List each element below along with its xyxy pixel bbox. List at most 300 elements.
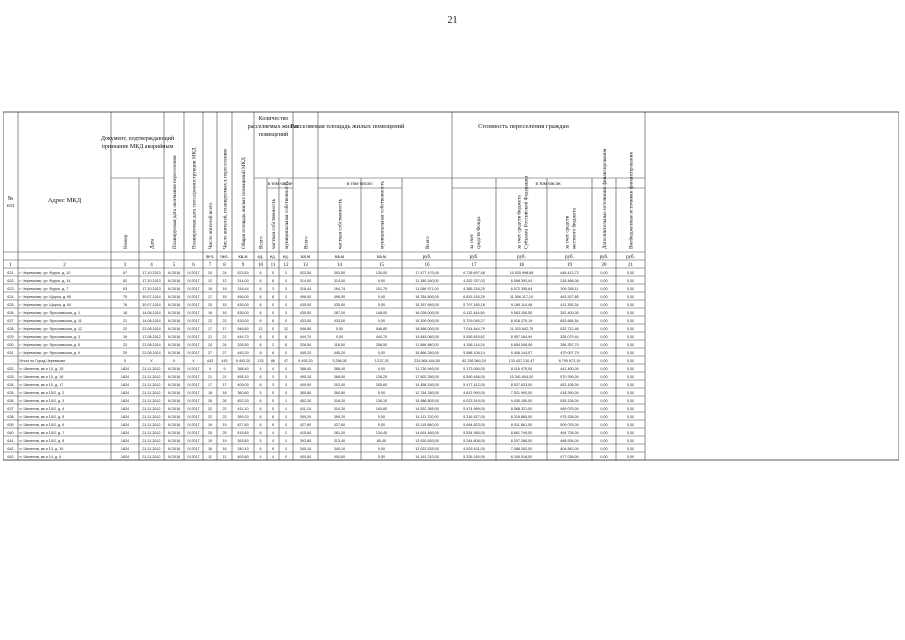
- table-cell: IV.2017: [187, 366, 200, 371]
- table-cell: 435,00: [299, 310, 312, 315]
- table-cell: 0,00: [600, 310, 608, 315]
- table-cell: 17: [222, 382, 227, 387]
- table-cell: 6 112 444,50: [463, 310, 485, 315]
- table-cell: IV.2017: [187, 446, 200, 451]
- table-cell: 5 729 045,27: [463, 318, 485, 323]
- table-cell: 5: [271, 310, 275, 315]
- table-cell: 0,00: [626, 398, 635, 403]
- table-cell: 0,00: [600, 318, 608, 323]
- table-cell: 17 477 470,00: [415, 270, 439, 275]
- table-cell: 399,20: [333, 414, 346, 419]
- header-area-total-2: Всего: [303, 236, 310, 249]
- table-cell: Х: [192, 358, 195, 363]
- table-cell: 0,00: [377, 350, 386, 355]
- table-cell: 0,00: [600, 286, 608, 291]
- table-cell: 6: [259, 430, 262, 435]
- unit-label: руб.: [422, 255, 432, 260]
- table-cell: 0,00: [626, 414, 635, 419]
- table-cell: 624: [7, 294, 14, 299]
- table-cell: 443: [221, 358, 228, 363]
- table-cell: IV.2017: [187, 270, 200, 275]
- column-number: 20: [601, 263, 607, 268]
- table-cell: 468 934,00: [560, 438, 579, 443]
- address-cell: п. Шелехов, кв-л 10/2, д. 7: [19, 430, 65, 435]
- table-cell: 30.07.2014: [142, 294, 161, 299]
- table-cell: 5: [271, 398, 275, 403]
- table-cell: 570 290,00: [560, 374, 579, 379]
- table-cell: 318 488,06: [560, 278, 579, 283]
- table-cell: 6: [259, 406, 262, 411]
- unit-label: ед.: [257, 255, 264, 260]
- table-cell: 21: [122, 318, 128, 323]
- table-cell: 360,80: [237, 390, 249, 395]
- table-cell: 1: [284, 406, 288, 411]
- table-cell: 463 527,65: [560, 294, 579, 299]
- table-cell: IV.2017: [187, 350, 200, 355]
- table-cell: 0,00: [600, 382, 608, 387]
- table-cell: 628: [7, 326, 14, 331]
- address-cell: п. Шелехов, кв-л 10/2, д. 2: [19, 390, 65, 395]
- table-cell: 0,00: [600, 302, 608, 307]
- table-cell: 470 007,79: [560, 350, 579, 355]
- table-cell: 316,20: [333, 398, 346, 403]
- table-cell: 444,70: [237, 334, 249, 339]
- table-cell: 340,10: [299, 446, 312, 451]
- header-rooms-group: Количество: [258, 116, 289, 122]
- table-cell: 314,00: [333, 278, 346, 283]
- table-cell: 24: [207, 342, 213, 347]
- table-cell: 24: [222, 342, 227, 347]
- table-cell: 25: [222, 430, 227, 435]
- table-cell: 21.11.2012: [142, 390, 161, 395]
- table-cell: 0,00: [626, 406, 635, 411]
- table-cell: 496,00: [237, 294, 249, 299]
- table-cell: 523,50: [237, 270, 249, 275]
- table-cell: 0,00: [377, 414, 386, 419]
- table-cell: 14 161 210,00: [415, 454, 439, 459]
- table-cell: IV.2016: [167, 350, 181, 355]
- table-cell: 5 474 989,00: [463, 406, 485, 411]
- table-cell: 622: [7, 278, 14, 283]
- unit-label: руб.: [469, 255, 479, 260]
- header-cost-fund-2: средств Фонда: [475, 216, 482, 249]
- column-number: 11: [270, 263, 276, 268]
- table-cell: 0: [284, 278, 288, 283]
- table-cell: 0,00: [377, 302, 386, 307]
- table-cell: 5: [271, 390, 275, 395]
- table-cell: IV.2016: [167, 454, 181, 459]
- table-cell: 0: [284, 414, 288, 419]
- table-cell: 6 493,20: [235, 358, 251, 363]
- header-address: Адрес МКД: [47, 197, 82, 204]
- table-cell: 435,00: [299, 302, 312, 307]
- table-frame: [3, 112, 899, 460]
- column-number: 1: [9, 263, 12, 268]
- table-cell: 313,40: [333, 438, 346, 443]
- table-cell: 3: [271, 382, 275, 387]
- table-cell: 640: [7, 430, 14, 435]
- table-cell: 309 359,11: [560, 286, 579, 291]
- table-cell: 0: [271, 302, 275, 307]
- table-cell: 1: [284, 438, 288, 443]
- table-cell: 495,10: [237, 374, 249, 379]
- table-cell: 281,20: [333, 430, 346, 435]
- table-cell: 448 413,72: [560, 270, 579, 275]
- table-cell: 6 023 519,00: [463, 398, 485, 403]
- table-cell: 12 022 535,00: [415, 446, 439, 451]
- table-cell: 5 534 985,00: [463, 430, 485, 435]
- table-cell: 652 684,54: [560, 318, 579, 323]
- table-cell: IV.2016: [167, 366, 181, 371]
- table-cell: 21.11.2012: [142, 406, 161, 411]
- table-cell: IV.2017: [187, 278, 200, 283]
- table-cell: Х: [150, 358, 153, 363]
- table-cell: 4 356 114,24: [463, 342, 485, 347]
- table-cell: 0,00: [600, 438, 608, 443]
- table-cell: 433,00: [299, 318, 312, 323]
- table-cell: 393,80: [237, 438, 249, 443]
- address-cell: п. Шелехов, кв-л 10/2, д. 6: [19, 422, 65, 427]
- table-cell: 7 014 644,79: [463, 326, 485, 331]
- table-cell: 15 397 650,00: [415, 302, 439, 307]
- table-cell: 314,00: [237, 278, 249, 283]
- address-cell: п. Шелехов, кв-л 10, д. 15: [19, 366, 64, 371]
- table-cell: 0,00: [626, 430, 635, 435]
- header-rooms-group-3: помещений: [258, 132, 289, 138]
- address-cell: п. Шелехов, кв-л 10, д. 17: [19, 382, 64, 387]
- column-number: 7: [208, 263, 212, 268]
- table-cell: 625: [7, 302, 14, 307]
- table-cell: 7 521 900,00: [510, 390, 533, 395]
- table-cell: 5 477 412,00: [463, 382, 485, 387]
- table-cell: 2: [284, 430, 288, 435]
- table-cell: 0: [271, 334, 275, 339]
- table-cell: 8: [284, 334, 288, 339]
- table-cell: 316,44: [237, 286, 249, 291]
- table-cell: 326,50: [299, 342, 312, 347]
- table-cell: 509 076,00: [560, 422, 579, 427]
- table-cell: 6: [259, 286, 262, 291]
- table-cell: 4 385 216,25: [463, 286, 485, 291]
- table-cell: 6 598 393,04: [510, 278, 533, 283]
- table-cell: 636: [7, 398, 14, 403]
- table-cell: IV.2016: [167, 326, 181, 331]
- table-cell: 623: [7, 286, 14, 291]
- table-cell: 452,30: [299, 398, 312, 403]
- table-cell: 15 115 660,00: [415, 422, 439, 427]
- table-cell: 14.08.2014: [142, 318, 161, 323]
- table-cell: IV.2016: [167, 270, 181, 275]
- table-cell: 24: [222, 270, 227, 275]
- table-cell: 6: [259, 270, 262, 275]
- table-cell: 20: [122, 350, 128, 355]
- table-cell: 404 842,00: [560, 446, 579, 451]
- header-cost-subject: за счет средств бюджета: [516, 195, 523, 249]
- table-cell: 328 079,44: [560, 334, 579, 339]
- table-cell: 0,00: [377, 278, 386, 283]
- table-cell: IV.2017: [187, 326, 200, 331]
- table-cell: 133: [257, 358, 264, 363]
- table-cell: 388,40: [333, 366, 346, 371]
- table-cell: 0,00: [626, 278, 635, 283]
- table-cell: 8: [271, 350, 275, 355]
- table-cell: 444,70: [299, 334, 312, 339]
- address-cell: Итого по Город Черемхово: [19, 358, 66, 363]
- column-number: 12: [283, 263, 289, 268]
- table-cell: 47: [283, 358, 289, 363]
- table-cell: 18 568 000,00: [415, 326, 439, 331]
- table-cell: Х: [172, 358, 176, 363]
- table-cell: IV.2016: [167, 278, 181, 283]
- table-cell: 433,00: [237, 318, 249, 323]
- table-cell: 5 694 823,00: [463, 422, 485, 427]
- table-cell: 639: [7, 422, 14, 427]
- table-cell: 18: [122, 310, 128, 315]
- table-cell: 632: [7, 366, 14, 371]
- table-cell: 368,90: [333, 374, 346, 379]
- table-cell: 22: [207, 414, 213, 419]
- table-cell: 6 854 508,06: [510, 342, 533, 347]
- table-cell: 5 559 815,62: [463, 334, 485, 339]
- table-cell: 8 661 749,00: [510, 430, 533, 435]
- table-cell: 0,00: [377, 454, 386, 459]
- table-cell: IV.2017: [187, 430, 200, 435]
- table-cell: 6: [259, 414, 262, 419]
- table-cell: 532 712,46: [560, 326, 579, 331]
- table-cell: IV.2016: [167, 446, 181, 451]
- table-cell: IV.2016: [167, 334, 181, 339]
- table-cell: 8: [259, 302, 262, 307]
- table-cell: 445,20: [333, 350, 346, 355]
- table-cell: 635: [7, 390, 14, 395]
- unit-label: кв.м: [300, 255, 311, 260]
- unit-label: руб.: [565, 255, 574, 260]
- table-cell: 16: [222, 446, 227, 451]
- table-cell: 400,60: [299, 454, 312, 459]
- header-rooms-group-2: расселяемых жилых: [247, 124, 300, 130]
- table-cell: 477 038,00: [560, 454, 579, 459]
- table-cell: 9: [208, 366, 212, 371]
- table-cell: 393,80: [299, 438, 312, 443]
- table-cell: 4: [271, 430, 275, 435]
- header-cost-extra: Дополнительные источники финансирования: [601, 148, 608, 249]
- address-cell: г. Черемхово, ул. Ярославская, д. 9: [19, 350, 81, 355]
- table-cell: 21.11.2012: [142, 414, 161, 419]
- address-cell: г. Черемхово, ул. Фурье, д. 10: [19, 270, 71, 275]
- table-cell: 6: [271, 278, 275, 283]
- table-cell: IV.2017: [187, 286, 200, 291]
- table-cell: IV.2017: [187, 302, 200, 307]
- header-in-number: в том числе: [267, 182, 293, 187]
- table-cell: 6 572 395,64: [510, 286, 533, 291]
- table-cell: IV.2017: [187, 390, 200, 395]
- address-cell: п. Шелехов, кв-л 10/2, д. 4: [19, 406, 65, 411]
- table-cell: 22.08.2014: [142, 342, 161, 347]
- header-rooms-municipal: муниципальная собственность: [283, 181, 290, 249]
- table-cell: 8 527 633,00: [510, 382, 533, 387]
- table-cell: 1824: [120, 446, 130, 451]
- column-number: 16: [424, 263, 430, 268]
- table-cell: 630: [7, 342, 14, 347]
- table-cell: 8 116 475,00: [510, 366, 533, 371]
- table-cell: 4: [271, 366, 275, 371]
- table-cell: 0,00: [626, 382, 635, 387]
- table-cell: 0,00: [600, 390, 608, 395]
- table-cell: 435,00: [237, 302, 249, 307]
- table-cell: 16: [222, 310, 227, 315]
- table-cell: 445,20: [299, 350, 312, 355]
- table-cell: 5: [271, 270, 275, 275]
- table-cell: 15: [222, 302, 227, 307]
- table-cell: 62: [122, 278, 128, 283]
- table-cell: 0,00: [377, 446, 386, 451]
- table-cell: 76: [122, 302, 128, 307]
- table-cell: 1824: [120, 406, 130, 411]
- table-cell: 535 136,00: [560, 398, 579, 403]
- table-cell: IV.2016: [167, 382, 181, 387]
- header-cost-local-2: местного бюджета: [571, 208, 578, 249]
- table-cell: 0,00: [626, 446, 635, 451]
- table-cell: 25: [207, 430, 213, 435]
- table-cell: 6 493,20: [298, 358, 313, 363]
- table-cell: 0,00: [377, 366, 386, 371]
- table-cell: 151,70: [375, 286, 388, 291]
- table-cell: 0,00: [600, 366, 608, 371]
- table-cell: 4: [271, 438, 275, 443]
- table-cell: 0: [284, 446, 288, 451]
- table-cell: 3: [271, 286, 275, 291]
- table-cell: 21.11.2012: [142, 374, 161, 379]
- header-n: №: [7, 196, 14, 202]
- table-cell: 6: [271, 318, 275, 323]
- table-cell: IV.2016: [167, 374, 181, 379]
- table-cell: IV.2016: [167, 302, 181, 307]
- table-cell: IV.2016: [167, 294, 181, 299]
- table-cell: 22: [122, 326, 128, 331]
- table-cell: 26: [222, 398, 227, 403]
- table-cell: 18: [207, 390, 213, 395]
- table-cell: 0,00: [600, 398, 608, 403]
- table-cell: 86: [270, 358, 276, 363]
- address-cell: г. Черемхово, ул. Ярославская, д. 12: [19, 326, 83, 331]
- table-cell: 11 506 117,10: [509, 294, 534, 299]
- table-cell: 546,80: [299, 326, 312, 331]
- table-cell: 0: [284, 302, 288, 307]
- table-cell: 6: [259, 382, 262, 387]
- table-cell: 1824: [120, 382, 130, 387]
- table-cell: 5 316 527,00: [463, 414, 485, 419]
- column-number: 19: [567, 263, 572, 268]
- table-cell: IV.2016: [167, 414, 181, 419]
- column-number: 15: [379, 263, 384, 268]
- resettlement-table: [3, 110, 899, 637]
- table-cell: 0,00: [626, 422, 635, 427]
- table-cell: 6: [259, 398, 262, 403]
- table-cell: 8: [259, 294, 262, 299]
- table-cell: 0,00: [626, 294, 635, 299]
- table-cell: 19: [207, 438, 213, 443]
- header-document-group-2: признание МКД аварийным: [101, 144, 174, 150]
- header-area-municipal: муниципальная собственность: [379, 181, 386, 249]
- table-cell: 3: [284, 310, 288, 315]
- address-cell: п. Шелехов, кв-л 10/2, д. 3: [19, 398, 65, 403]
- table-cell: 411 355,34: [560, 302, 579, 307]
- table-cell: 63: [122, 286, 128, 291]
- table-cell: IV.2017: [187, 398, 200, 403]
- table-cell: 12: [222, 278, 227, 283]
- table-cell: IV.2016: [167, 310, 181, 315]
- table-cell: 21.11.2012: [142, 430, 161, 435]
- table-cell: 0,00: [626, 374, 635, 379]
- header-residents-total: Число жителей всего: [207, 202, 214, 249]
- header-residents-planned: Число жителей, планируемых к переселению: [222, 148, 229, 249]
- column-number: 3: [123, 263, 127, 268]
- header-rooms-private: частная собственность: [270, 198, 277, 249]
- table-cell: 626: [7, 310, 14, 315]
- unit-label: руб.: [626, 255, 635, 260]
- table-cell: 642: [7, 446, 14, 451]
- table-cell: 629: [7, 334, 14, 339]
- header-area-total: Общая площадь жилых помещений МКД: [240, 157, 247, 249]
- table-cell: 6: [259, 446, 262, 451]
- table-cell: 14 458 150,00: [415, 382, 439, 387]
- table-cell: 6: [284, 342, 288, 347]
- table-cell: 0,00: [600, 374, 608, 379]
- table-cell: 11: [222, 454, 227, 459]
- table-cell: 17.10.2013: [142, 278, 161, 283]
- column-number: 6: [192, 263, 195, 268]
- table-cell: 452,30: [237, 398, 249, 403]
- header-planned-resettlement: Планируемая дата окончания переселения: [171, 155, 178, 249]
- table-cell: 8 207 288,00: [510, 438, 533, 443]
- table-cell: 5: [259, 438, 262, 443]
- table-cell: 0,00: [600, 422, 608, 427]
- table-cell: 18: [222, 390, 227, 395]
- table-cell: 415,60: [237, 430, 249, 435]
- table-cell: 21: [222, 334, 227, 339]
- table-cell: 0,00: [626, 318, 635, 323]
- table-cell: 0,00: [600, 406, 608, 411]
- table-cell: 8 911 861,00: [510, 422, 533, 427]
- table-cell: 14 111 720,00: [415, 414, 439, 419]
- table-cell: 0,00: [600, 430, 608, 435]
- column-number: 21: [628, 263, 633, 268]
- table-cell: 15: [222, 294, 227, 299]
- column-number: 5: [172, 263, 176, 268]
- table-cell: 400,60: [333, 454, 346, 459]
- table-cell: 6: [271, 414, 275, 419]
- table-cell: IV.2017: [187, 310, 200, 315]
- header-cost-group: Стоимость переселения граждан: [478, 123, 569, 130]
- table-cell: 14 532 385,00: [415, 406, 439, 411]
- table-cell: 453 105,00: [560, 382, 579, 387]
- header-cost-local: за счет средств: [564, 215, 571, 249]
- table-cell: 0,00: [377, 422, 386, 427]
- header-doc-date: Дата: [149, 238, 156, 249]
- table-cell: 418 390,00: [560, 390, 579, 395]
- table-cell: 427,60: [237, 422, 249, 427]
- table-cell: 0,00: [600, 278, 608, 283]
- table-cell: 0,00: [626, 350, 635, 355]
- table-cell: 6 738 697,48: [463, 270, 485, 275]
- table-cell: 0,00: [626, 334, 635, 339]
- table-cell: 475 328,00: [560, 414, 579, 419]
- header-in-number-cost: в том числе:: [535, 182, 562, 187]
- table-cell: 3: [271, 374, 275, 379]
- table-cell: 0,00: [626, 358, 635, 363]
- table-cell: 0,00: [626, 326, 635, 331]
- table-cell: 415,60: [299, 430, 312, 435]
